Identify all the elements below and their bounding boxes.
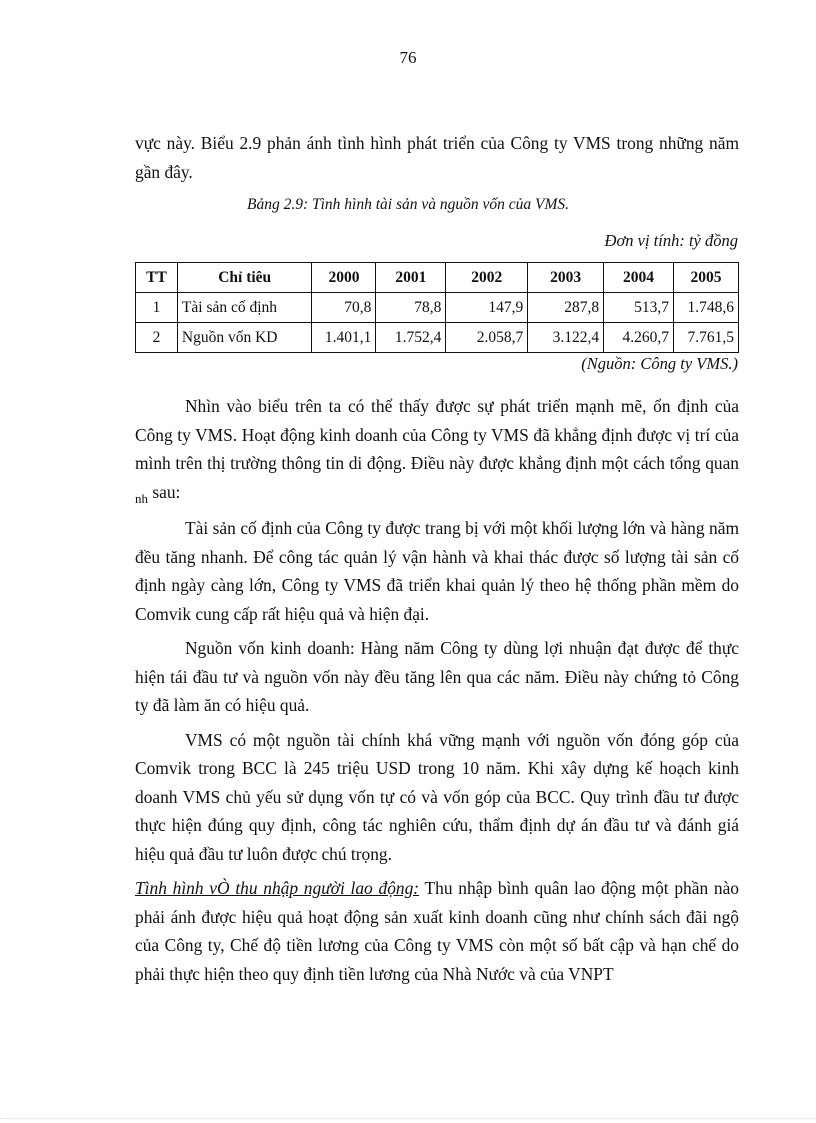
table-cell: 70,8 [312, 293, 376, 323]
page-number: 76 [399, 48, 417, 67]
paragraph-1 [135, 392, 739, 508]
table-cell: Nguồn vốn KD [177, 323, 312, 353]
table-row [136, 293, 739, 323]
table-header-row [136, 263, 739, 293]
intro-paragraph [135, 129, 739, 186]
intro-text: vực này. Biểu 2.9 phản ánh tình hình phát triển của Công ty VMS trong những năm gần đây. [135, 133, 739, 182]
source-note: (Nguồn: Công ty VMS.) [581, 354, 738, 373]
paragraph-1-tail: sau: [152, 481, 181, 502]
header-cell: 2004 [604, 263, 674, 293]
paragraph-1-main: Nhìn vào biểu trên ta có thể thấy được sự phát triển mạnh mẽ, ổn định của Công ty VMS. Hoạt động kinh doanh của Công ty VMS đã khẳng định được vị trí của mình trên thị trường thông tin di động. Điều này được khẳng định một cách tổng quan [135, 396, 739, 473]
table-cell: 1.748,6 [674, 293, 739, 323]
footer-divider [0, 1118, 816, 1119]
paragraph-5-body: Thu nhập bình quân lao động một phần nào phải ánh được hiệu quả hoạt động sản xuất kinh doanh cũng như chính sách đãi ngộ của Công ty, Chế độ tiền lương của Công ty VMS còn một số bất cập và hạn chế do phải thực hiện theo quy định tiền lương của Nhà Nước và của VNPT [135, 878, 739, 984]
header-cell: TT [136, 263, 178, 293]
paragraph-2: Tài sản cố định của Công ty được trang bị với một khối lượng lớn và hàng năm đều tăng nhanh. Để công tác quản lý vận hành và khai thác được số lượng tài sản cố định ngày càng lớn, Công ty VMS đã triển khai quản lý theo hệ thống phần mềm do Comvik cung cấp rất hiệu quả và hiện đại. [135, 518, 739, 624]
header-cell: 2005 [674, 263, 739, 293]
table-row [136, 323, 739, 353]
paragraph-5-heading: Tình hình vÒ thu nhập người lao động: [135, 878, 420, 898]
table-cell: 147,9 [446, 293, 528, 323]
table-cell: 513,7 [604, 293, 674, 323]
header-cell: 2001 [376, 263, 446, 293]
unit-label: Đơn vị tính: tỷ đồng [604, 231, 738, 250]
paragraph-4: VMS có một nguồn tài chính khá vững mạnh với nguồn vốn đóng góp của Comvik trong BCC là 245 triệu USD trong 10 năm. Khi xây dựng kế hoạch kinh doanh VMS chủ yếu sử dụng vốn tự có và vốn góp của BCC. Quy trình đầu tư được thực hiện đúng quy định, công tác nghiên cứu, thẩm định dự án đầu tư và đánh giá hiệu quả đầu tư luôn được chú trọng. [135, 729, 739, 864]
assets-capital-table [135, 262, 739, 353]
table-caption: Bảng 2.9: Tình hình tài sản và nguồn vốn của VMS. [246, 196, 570, 213]
body-text [135, 392, 739, 988]
table-cell: 1.401,1 [312, 323, 376, 353]
table-cell: 78,8 [376, 293, 446, 323]
paragraph-1-subscript: nh [135, 490, 148, 506]
paragraph-3: Nguồn vốn kinh doanh: Hàng năm Công ty dùng lợi nhuận đạt được để thực hiện tái đầu tư và nguồn vốn này đều tăng lên qua các năm. Điều này chứng tỏ Công ty đã làm ăn có hiệu quả. [135, 638, 739, 715]
header-cell: 2002 [446, 263, 528, 293]
table-cell: 1 [136, 293, 178, 323]
header-cell: 2000 [312, 263, 376, 293]
table-cell: 287,8 [528, 293, 604, 323]
header-cell: Chỉ tiêu [177, 263, 312, 293]
table-cell: 7.761,5 [674, 323, 739, 353]
table-cell: 4.260,7 [604, 323, 674, 353]
table-cell: 2 [136, 323, 178, 353]
table-cell: 3.122,4 [528, 323, 604, 353]
table-cell: Tài sản cố định [177, 293, 312, 323]
table-cell: 1.752,4 [376, 323, 446, 353]
header-cell: 2003 [528, 263, 604, 293]
table-cell: 2.058,7 [446, 323, 528, 353]
paragraph-5 [135, 874, 739, 988]
